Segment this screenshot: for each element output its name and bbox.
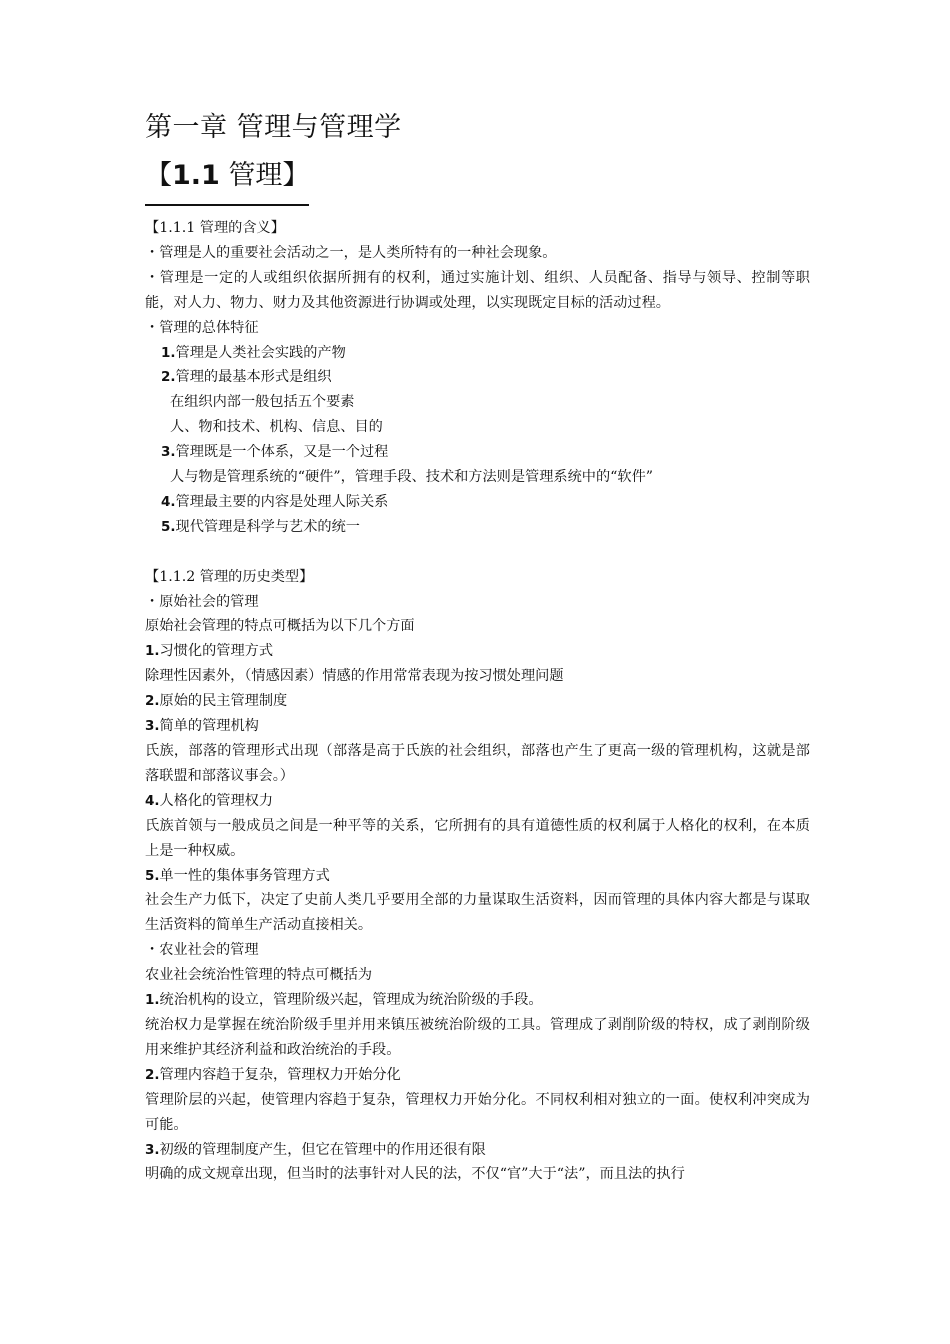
text-line [145,490,810,515]
text-line [145,1162,810,1187]
section-title: 管理 [228,160,283,191]
text-line [145,614,810,639]
text-line [145,515,810,540]
line-text: 管理是人类社会实践的产物 [175,344,346,361]
text-line [145,789,810,814]
line-text: 农业社会统治性管理的特点可概括为 [145,967,373,984]
text-line [145,739,810,789]
line-text: 管理最主要的内容是处理人际关系 [175,493,389,510]
line-text: ・农业社会的管理 [145,942,259,959]
text-line [145,390,810,415]
line-text: ・管理的总体特征 [145,319,259,336]
text-line [145,864,810,889]
line-text: 统治机构的设立，管理阶级兴起，管理成为统治阶级的手段。 [159,992,543,1009]
text-line [145,1063,810,1088]
text-line [145,963,810,988]
line-text: ・原始社会的管理 [145,593,259,610]
text-line [145,415,810,440]
item-number: 3. [145,718,160,735]
line-text: 社会生产力低下，决定了史前人类几乎要用全部的力量谋取生活资料，因而管理的具体内容大都是与谋取生活资料的简单生产活动直接相关。 [145,892,810,934]
text-line [145,216,810,241]
text-line [145,1013,810,1063]
line-text: 简单的管理机构 [159,718,259,735]
item-number: 5. [161,518,176,535]
item-number: 2. [161,369,176,386]
text-line [145,1088,810,1138]
line-text: 单一性的集体事务管理方式 [159,867,330,884]
text-line [145,1138,810,1163]
section-heading [145,154,309,206]
text-line [145,565,810,590]
line-text: 氏族首领与一般成员之间是一种平等的关系，它所拥有的具有道德性质的权利属于人格化的权利，在本质上是一种权威。 [145,817,810,859]
line-text: 管理既是一个体系，又是一个过程 [175,444,389,461]
item-number: 1. [145,643,160,660]
line-text: 原始社会管理的特点可概括为以下几个方面 [145,618,415,635]
line-text: ・管理是一定的人或组织依据所拥有的权利，通过实施计划、组织、人员配备、指导与领导、控制等职能，对人力、物力、财力及其他资源进行协调或处理，以实现既定目标的活动过程。 [145,269,810,311]
line-text: 明确的成文规章出现，但当时的法事针对人民的法，不仅“官”大于“法”，而且法的执行 [145,1166,685,1183]
line-text: 氏族，部落的管理形式出现（部落是高于氏族的社会组织，部落也产生了更高一级的管理机构，这就是部落联盟和部落议事会。） [145,743,810,784]
line-text: 人、物和技术、机构、信息、目的 [170,419,383,436]
item-number: 3. [161,444,176,461]
line-text: 在组织内部一般包括五个要素 [170,394,355,411]
text-line [145,814,810,864]
document-body [145,216,810,1187]
text-line [145,365,810,390]
text-line [145,888,810,938]
blank-line [145,540,810,565]
text-line [145,440,810,465]
line-text: 管理的最基本形式是组织 [175,369,332,386]
item-number: 2. [145,693,160,710]
item-number: 4. [145,792,160,809]
text-line [145,938,810,963]
line-text: 除理性因素外，（情感因素）情感的作用常常表现为按习惯处理问题 [145,668,564,685]
text-line [145,590,810,615]
line-text: 统治权力是掌握在统治阶级手里并用来镇压被统治阶级的工具。管理成了剥削阶级的特权，成了剥削阶级用来维护其经济利益和政治统治的手段。 [145,1016,810,1058]
line-text: 人与物是管理系统的“硬件”，管理手段、技术和方法则是管理系统中的“软件” [170,469,654,486]
document-page [145,108,810,1187]
line-text: 管理内容趋于复杂，管理权力开始分化 [159,1066,401,1083]
item-number: 1. [145,992,160,1009]
item-number: 1. [161,344,176,361]
text-line [145,241,810,266]
section-bracket-close: 】 [282,160,310,191]
line-text: 【1.1.2 管理的历史类型】 [145,568,314,585]
text-line [145,689,810,714]
line-text: ・管理是人的重要社会活动之一，是人类所特有的一种社会现象。 [145,244,557,261]
section-number: 1.1 [172,160,220,191]
text-line [145,988,810,1013]
item-number: 3. [145,1141,160,1158]
text-line [145,465,810,490]
line-text: 人格化的管理权力 [159,792,274,809]
item-number: 4. [161,493,176,510]
line-text: 【1.1.1 管理的含义】 [145,220,285,236]
text-line [145,266,810,316]
line-text: 现代管理是科学与艺术的统一 [175,518,360,535]
line-text: 原始的民主管理制度 [159,693,288,710]
text-line [145,316,810,341]
line-text: 管理阶层的兴起，使管理内容趋于复杂，管理权力开始分化。不同权利相对独立的一面。使权利冲突成为可能。 [145,1091,810,1133]
text-line [145,664,810,689]
item-number: 5. [145,867,160,884]
item-number: 2. [145,1066,160,1083]
chapter-title: 第一章 管理与管理学 [145,112,402,143]
line-text: 初级的管理制度产生，但它在管理中的作用还很有限 [159,1141,486,1158]
line-text: 习惯化的管理方式 [159,643,274,660]
text-line [145,714,810,739]
section-bracket-open: 【 [145,160,172,191]
text-line [145,639,810,664]
text-line [145,341,810,366]
